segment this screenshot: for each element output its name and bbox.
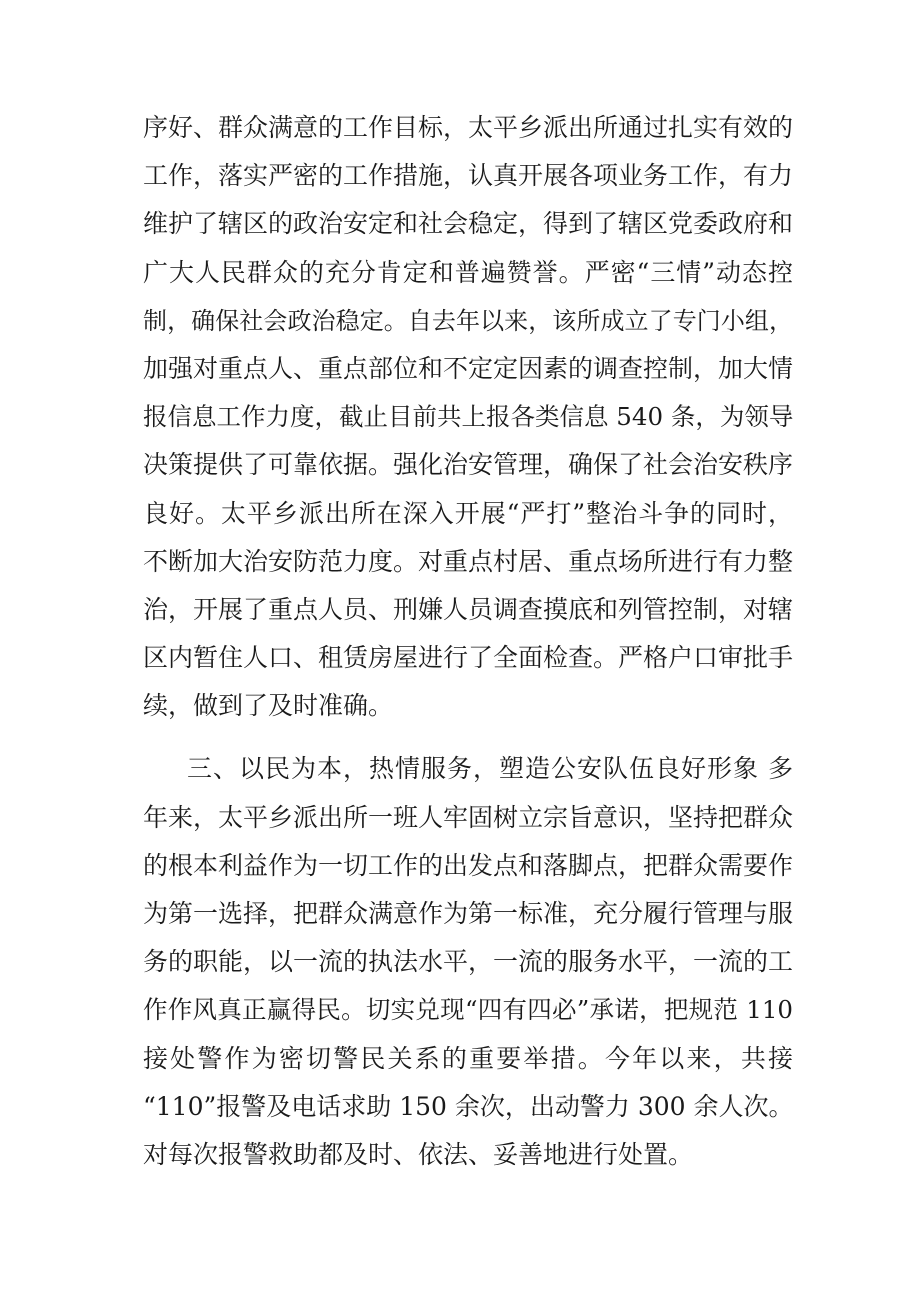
text-line: 区内暂住人口、租赁房屋进行了全面检查。严格户口审批手 [143, 643, 794, 673]
paragraph-2 [143, 745, 793, 1179]
text-line: 接处警作为密切警民关系的重要举措。今年以来，共接 [143, 1043, 793, 1073]
text-line: 对每次报警救助都及时、依法、妥善地进行处置。 [143, 1139, 694, 1169]
text-line: 广大人民群众的充分肯定和普遍赞誉。严密“三情”动态控 [143, 257, 793, 287]
text-line: 决策提供了可靠依据。强化治安管理，确保了社会治安秩序 [143, 450, 794, 480]
text-line: 序好、群众满意的工作目标，太平乡派出所通过扎实有效的 [143, 113, 794, 142]
text-line: 良好。太平乡派出所在深入开展“严打”整治斗争的同时， [143, 498, 793, 528]
text-line: 制，确保社会政治稳定。自去年以来，该所成立了专门小组， [143, 306, 793, 335]
text-line: 的根本利益作为一切工作的出发点和落脚点，把群众需要作 [143, 850, 794, 880]
text-line: “110”报警及电话求助 150 余次，出动警力 300 余人次。 [143, 1091, 794, 1121]
text-line: 作作风真正赢得民。切实兑现“四有四必”承诺，把规范 110 [143, 995, 793, 1025]
text-line: 加强对重点人、重点部位和不定定因素的调查控制，加大情 [143, 353, 794, 383]
document-body [143, 104, 793, 1179]
text-line: 务的职能，以一流的执法水平，一流的服务水平，一流的工 [143, 947, 794, 977]
text-line: 续，做到了及时准确。 [143, 691, 394, 721]
text-line: 工作，落实严密的工作措施，认真开展各项业务工作，有力 [143, 161, 794, 191]
paragraph-1 [143, 104, 793, 730]
text-line: 报信息工作力度，截止目前共上报各类信息 540 条，为领导 [143, 402, 794, 432]
text-line: 不断加大治安防范力度。对重点村居、重点场所进行有力整 [143, 546, 794, 576]
paragraph-gap [143, 730, 793, 745]
text-line: 治，开展了重点人员、刑嫌人员调查摸底和列管控制，对辖 [143, 594, 794, 624]
text-line: 年来，太平乡派出所一班人牢固树立宗旨意识，坚持把群众 [143, 802, 794, 832]
text-line: 维护了辖区的政治安定和社会稳定，得到了辖区党委政府和 [143, 209, 794, 239]
section-heading-line: 三、以民为本，热情服务，塑造公安队伍良好形象 多 [187, 754, 793, 784]
text-line: 为第一选择，把群众满意作为第一标准，充分履行管理与服 [143, 899, 794, 928]
